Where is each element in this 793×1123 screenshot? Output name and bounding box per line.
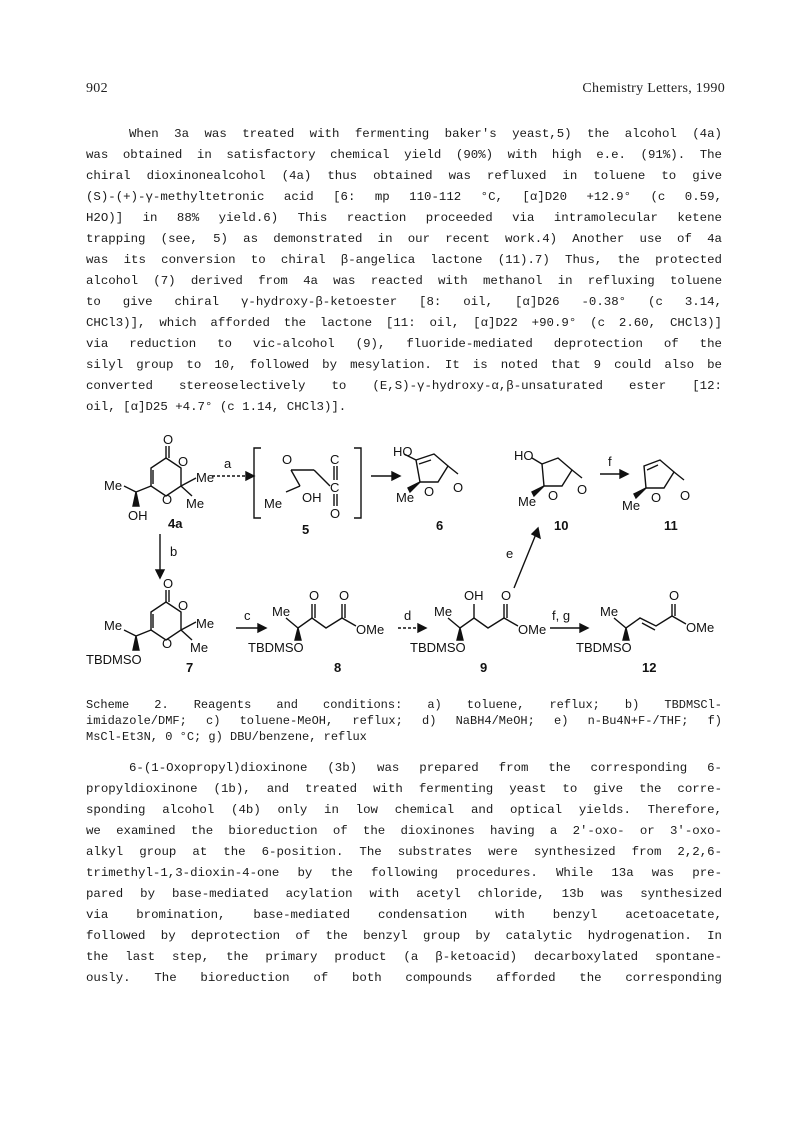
compound-number: 12 bbox=[642, 660, 657, 675]
atom-label: C bbox=[330, 452, 340, 467]
scheme-drawing bbox=[86, 430, 736, 695]
reagent-label: d bbox=[404, 608, 412, 623]
text-line: silyl group to 10, followed by mesylation. It is noted that 9 could also be bbox=[86, 358, 722, 372]
text-line: converted stereoselectively to (E,S)-γ-hydroxy-α,β-unsaturated ester [12: bbox=[86, 379, 722, 393]
atom-label: O bbox=[309, 588, 320, 603]
atom-label: OH bbox=[464, 588, 484, 603]
text-line: CHCl3)], which afforded the lactone [11: oil, [α]D22 +90.9° (c 2.60, CHCl3)] bbox=[86, 316, 722, 330]
text-line: trapping (see, 5) as demonstrated in our recent work.4) Another use of 4a bbox=[86, 232, 722, 246]
caption-line: MsCl-Et3N, 0 °C; g) DBU/benzene, reflux bbox=[86, 730, 367, 744]
compound-number: 11 bbox=[664, 518, 678, 533]
reagent-label: e bbox=[506, 546, 514, 561]
atom-label: O bbox=[162, 636, 173, 651]
atom-label: Me bbox=[190, 640, 209, 655]
atom-label: TBDMSO bbox=[248, 640, 304, 655]
atom-label: C bbox=[330, 480, 340, 495]
compound-number: 8 bbox=[334, 660, 342, 675]
reagent-label: f bbox=[608, 454, 612, 469]
atom-label: O bbox=[424, 484, 435, 499]
text-line: to give chiral γ-hydroxy-β-ketoester [8: oil, [α]D26 -0.38° (c 3.14, bbox=[86, 295, 722, 309]
text-line: pared by base-mediated acylation with acetyl chloride, 13b was synthesized bbox=[86, 887, 722, 901]
text-line: via reduction to vic-alcohol (9), fluoride-mediated deprotection of the bbox=[86, 337, 722, 351]
atom-label: TBDMSO bbox=[86, 652, 142, 667]
paragraph-2 bbox=[86, 758, 722, 989]
atom-label: TBDMSO bbox=[576, 640, 632, 655]
atom-label: OH bbox=[128, 508, 148, 523]
structure-8 bbox=[286, 604, 356, 640]
text-line: via bromination, base-mediated condensation with benzyl acetoacetate, bbox=[86, 908, 722, 922]
atom-label: O bbox=[453, 480, 464, 495]
atom-label: O bbox=[339, 588, 350, 603]
compound-number: 6 bbox=[436, 518, 444, 533]
atom-label: Me bbox=[186, 496, 205, 511]
reagent-label: a bbox=[224, 456, 232, 471]
atom-label: O bbox=[282, 452, 293, 467]
compound-number: 9 bbox=[480, 660, 488, 675]
atom-label: Me bbox=[196, 470, 215, 485]
atom-label: Me bbox=[104, 478, 123, 493]
atom-label: HO bbox=[514, 448, 534, 463]
atom-label: O bbox=[330, 506, 341, 521]
structure-12 bbox=[614, 604, 686, 640]
atom-label: O bbox=[577, 482, 588, 497]
text-line: alkyl group at the 6-position. The substrates were synthesized from 2,2,6- bbox=[86, 845, 722, 859]
atom-label: TBDMSO bbox=[410, 640, 466, 655]
text-line: chiral dioxinonealcohol (4a) thus obtained was refluxed in toluene to give bbox=[86, 169, 722, 183]
page-number: 902 bbox=[86, 81, 108, 96]
scheme-caption bbox=[86, 697, 722, 745]
text-line: oil, [α]D25 +4.7° (c 1.14, CHCl3)]. bbox=[86, 400, 347, 414]
text-line: was obtained in satisfactory chemical yield (90%) with high e.e. (91%). The bbox=[86, 148, 722, 162]
text-line: When 3a was treated with fermenting baker's yeast,5) the alcohol (4a) bbox=[129, 127, 722, 141]
atom-label: Me bbox=[196, 616, 215, 631]
compound-number: 10 bbox=[554, 518, 569, 533]
atom-label: O bbox=[178, 454, 189, 469]
atom-label: O bbox=[501, 588, 512, 603]
structure-9 bbox=[448, 604, 518, 640]
atom-label: O bbox=[548, 488, 559, 503]
atom-label: O bbox=[178, 598, 189, 613]
atom-label: OH bbox=[302, 490, 322, 505]
atom-label: O bbox=[651, 490, 662, 505]
text-line: sponding alcohol (4b) only in low chemical and optical yields. Therefore, bbox=[86, 803, 722, 817]
text-line: we examined the bioreduction of the dioxinones having a 2'-oxo- or 3'-oxo- bbox=[86, 824, 722, 838]
reagent-label: f, g bbox=[552, 608, 571, 623]
text-line: followed by deprotection of the benzyl group by catalytic hydrogenation. In bbox=[86, 929, 722, 943]
text-line: the last step, the primary product (a β-ketoacid) decarboxylated spontane- bbox=[86, 950, 722, 964]
atom-label: Me bbox=[622, 498, 641, 513]
atom-label: Me bbox=[518, 494, 537, 509]
compound-number: 5 bbox=[302, 522, 310, 537]
text-line: was its conversion to chiral β-angelica lactone (11).7) Thus, the protected bbox=[86, 253, 722, 267]
atom-label: O bbox=[680, 488, 691, 503]
caption-line: imidazole/DMF; c) toluene-MeOH, reflux; d) NaBH4/MeOH; e) n-Bu4N+F-/THF; f) bbox=[86, 714, 722, 728]
text-line: H2O)] in 88% yield.6) This reaction proceeded via intramolecular ketene bbox=[86, 211, 722, 225]
atom-label: O bbox=[163, 576, 174, 591]
reaction-scheme bbox=[86, 430, 736, 695]
atom-label: Me bbox=[104, 618, 123, 633]
atom-label: Me bbox=[272, 604, 291, 619]
compound-number: 4a bbox=[168, 516, 183, 531]
text-line: (S)-(+)-γ-methyltetronic acid [6: mp 110-112 °C, [α]D20 +12.9° (c 0.59, bbox=[86, 190, 722, 204]
atom-label: Me bbox=[434, 604, 453, 619]
atom-label: HO bbox=[393, 444, 413, 459]
atom-label: O bbox=[163, 432, 174, 447]
atom-label: OMe bbox=[356, 622, 385, 637]
text-line: 6-(1-Oxopropyl)dioxinone (3b) was prepared from the corresponding 6- bbox=[129, 761, 722, 775]
reagent-label: b bbox=[170, 544, 178, 559]
atom-label: OMe bbox=[686, 620, 715, 635]
atom-label: Me bbox=[264, 496, 283, 511]
atom-label: Me bbox=[396, 490, 415, 505]
journal-header: Chemistry Letters, 1990 bbox=[582, 81, 725, 96]
atom-label: OMe bbox=[518, 622, 547, 637]
atom-label: O bbox=[162, 492, 173, 507]
caption-line: Scheme 2. Reagents and conditions: a) toluene, reflux; b) TBDMSCl- bbox=[86, 698, 722, 712]
reagent-label: c bbox=[244, 608, 251, 623]
compound-number: 7 bbox=[186, 660, 194, 675]
text-line: ously. The bioreduction of both compounds afforded the corresponding bbox=[86, 971, 722, 985]
paragraph-1 bbox=[86, 124, 722, 418]
text-line: alcohol (7) derived from 4a was reacted with methanol in refluxing toluene bbox=[86, 274, 722, 288]
text-line: trimethyl-1,3-dioxin-4-one by the following procedures. While 13a was pre- bbox=[86, 866, 722, 880]
text-line: propyldioxinone (1b), and treated with fermenting yeast to give the corre- bbox=[86, 782, 722, 796]
atom-label: O bbox=[669, 588, 680, 603]
atom-label: Me bbox=[600, 604, 619, 619]
